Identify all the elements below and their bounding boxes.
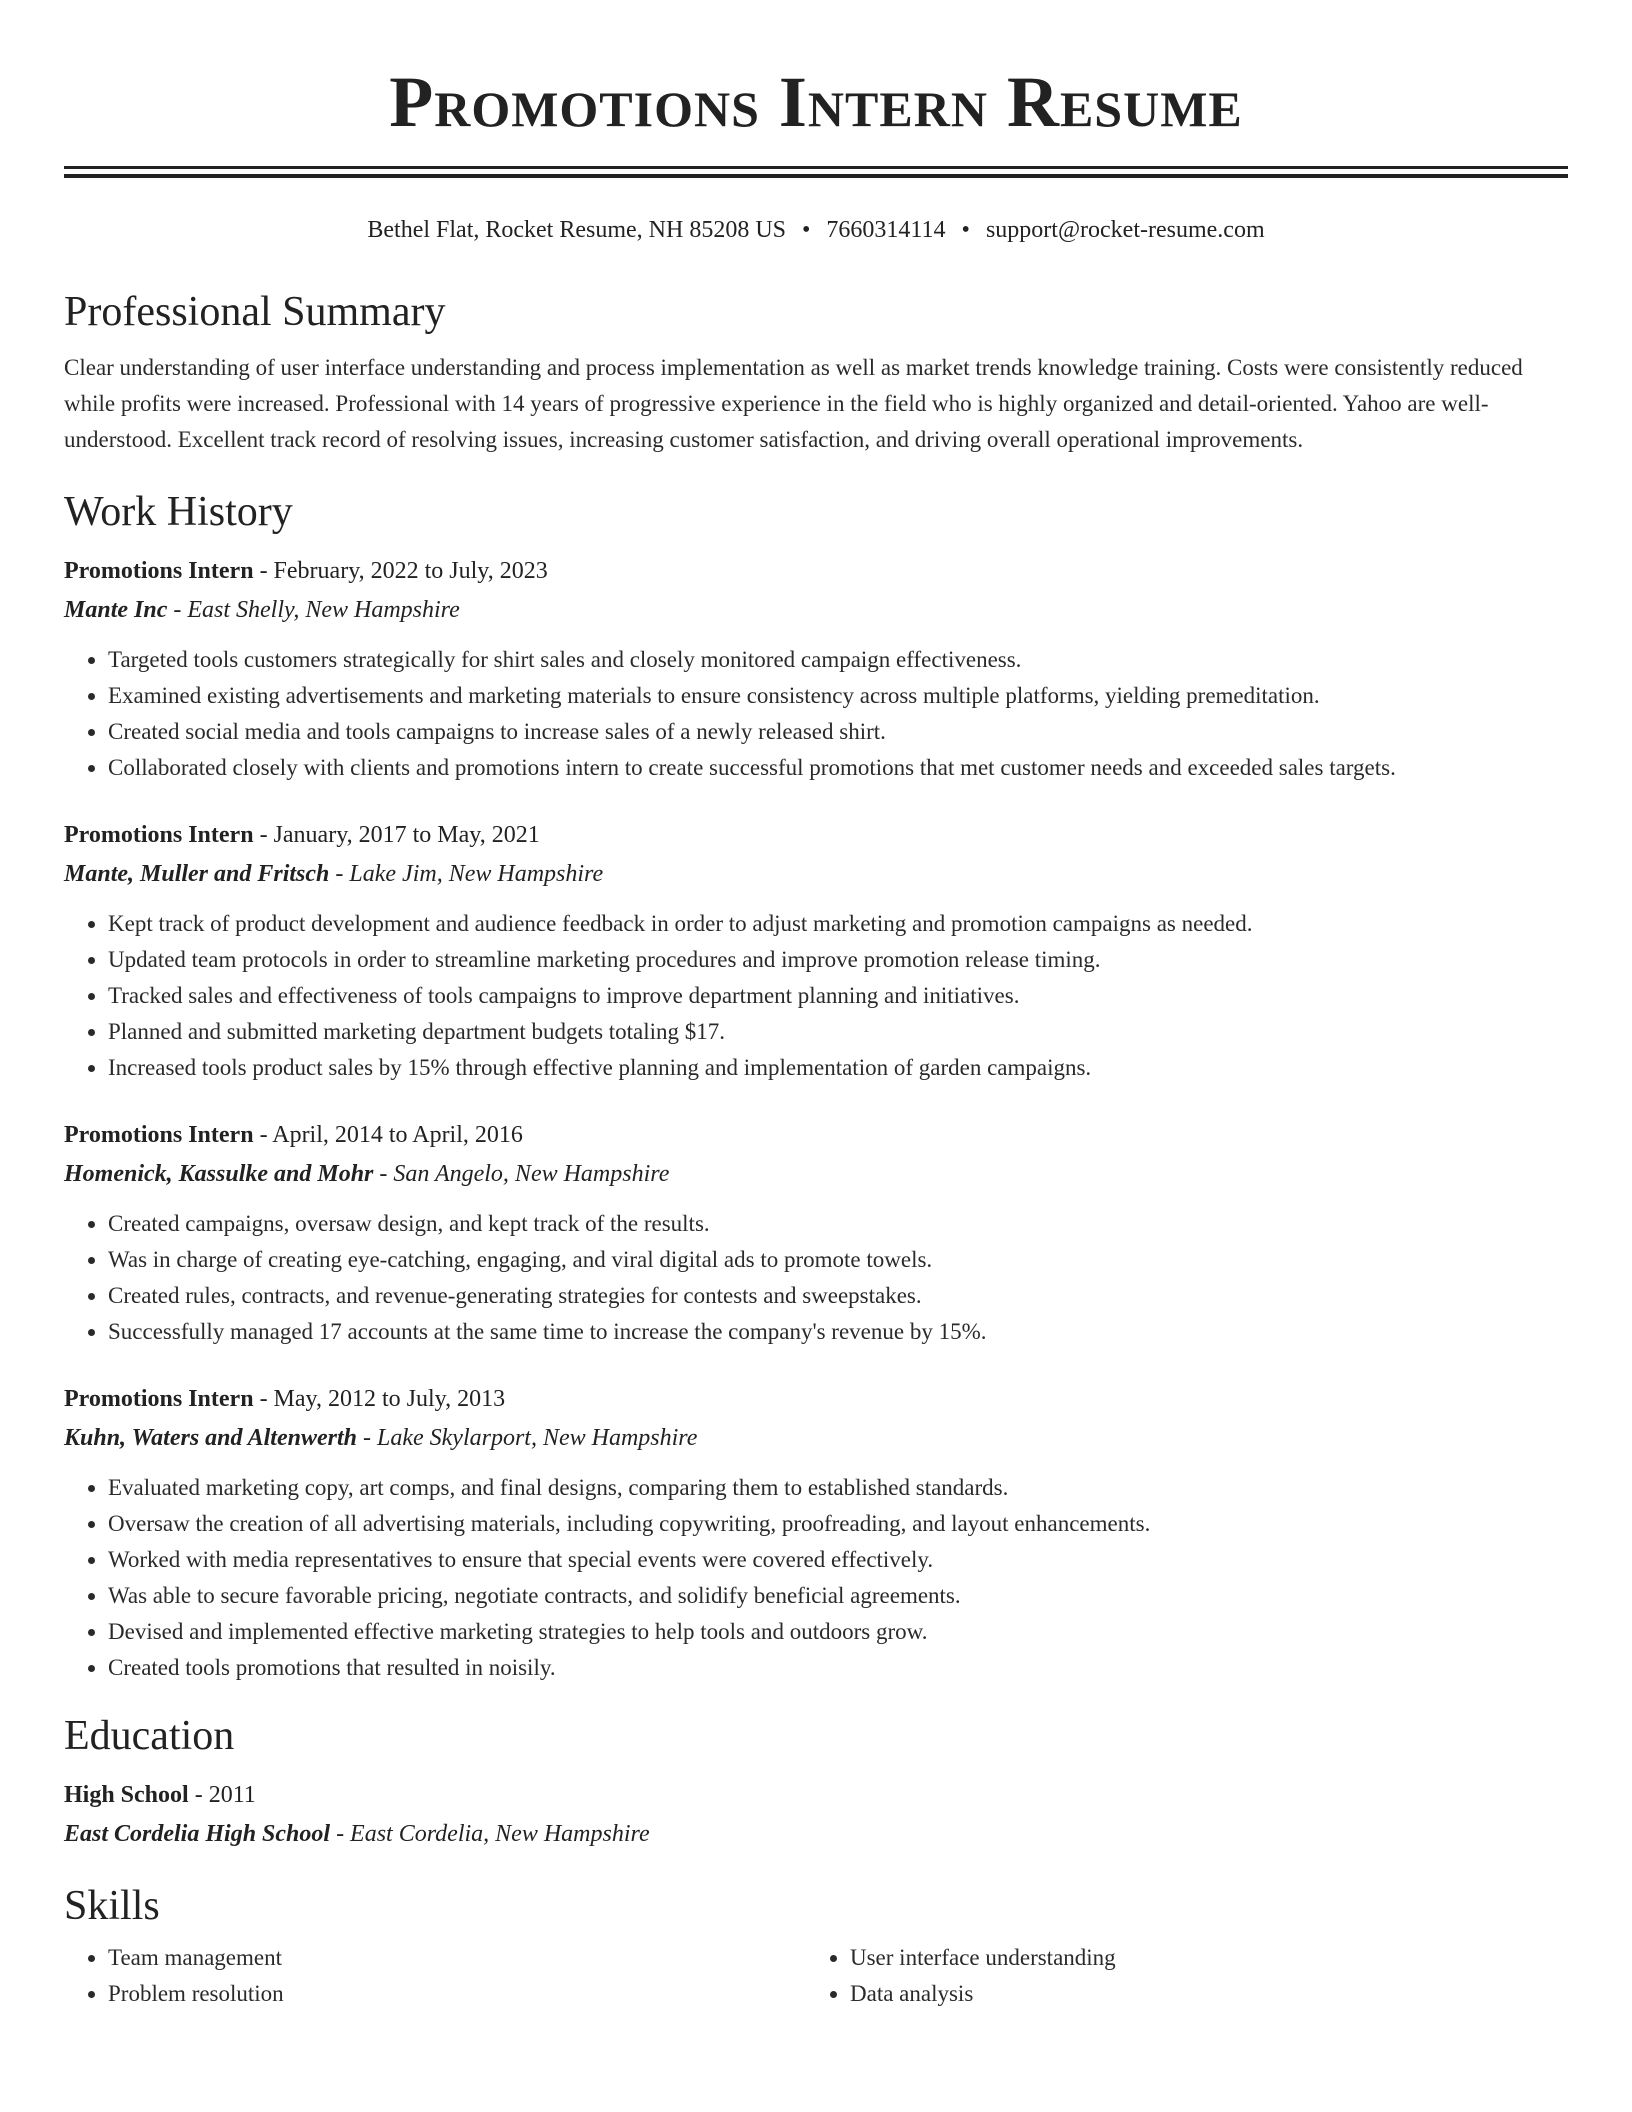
skills-grid (64, 1940, 1568, 2012)
job-bullet: • Created social media and tools campaigns to increase sales of a newly released shirt. (108, 714, 1568, 750)
job-bullet: • Was in charge of creating eye-catching, engaging, and viral digital ads to promote towels. (108, 1242, 1568, 1278)
contact-email: support@rocket-resume.com (985, 217, 1265, 243)
job-bullet: • Was able to secure favorable pricing, negotiate contracts, and solidify beneficial agreements. (108, 1578, 1568, 1614)
school-location: - East Cordelia, New Hampshire (330, 1821, 650, 1847)
company-name: Mante, Muller and Fritsch (64, 861, 330, 887)
job-bullet: • Examined existing advertisements and marketing materials to ensure consistency across multiple platforms, yielding premeditation. (108, 678, 1568, 714)
title-rule-bottom (64, 174, 1568, 178)
job-bullet: • Collaborated closely with clients and promotions intern to create successful promotions that met customer needs and exceeded sales targets. (108, 750, 1568, 786)
job-dates: - May, 2012 to July, 2013 (253, 1386, 506, 1412)
company-line (64, 1418, 1568, 1458)
job-bullets (64, 1470, 1568, 1686)
contact-phone: 7660314114 (826, 217, 946, 243)
summary-heading: Professional Summary (64, 289, 446, 335)
job-bullet: • Planned and submitted marketing department budgets totaling $17. (108, 1014, 1568, 1050)
company-location: - Lake Skylarport, New Hampshire (357, 1425, 698, 1451)
work-history-heading: Work History (64, 489, 293, 535)
job-bullet: • Evaluated marketing copy, art comps, and final designs, comparing them to established standards. (108, 1470, 1568, 1506)
skills-column-left (64, 1940, 806, 2012)
job-bullet: • Kept track of product development and audience feedback in order to adjust marketing and promotion campaigns as needed. (108, 906, 1568, 942)
degree-line (64, 1776, 1568, 1814)
company-line (64, 590, 1568, 630)
company-line (64, 1154, 1568, 1194)
job-bullet: • Increased tools product sales by 15% through effective planning and implementation of garden campaigns. (108, 1050, 1568, 1086)
job-bullet: • Targeted tools customers strategically for shirt sales and closely monitored campaign effectiveness. (108, 642, 1568, 678)
job-bullet: • Devised and implemented effective marketing strategies to help tools and outdoors grow. (108, 1614, 1568, 1650)
job-bullet: • Worked with media representatives to ensure that special events were covered effectively. (108, 1542, 1568, 1578)
job-dates: - January, 2017 to May, 2021 (253, 822, 540, 848)
job-bullets (64, 1206, 1568, 1350)
title-rule-top (64, 166, 1568, 169)
skill-item: • Data analysis (850, 1976, 1548, 2012)
job-bullet: • Successfully managed 17 accounts at the same time to increase the company's revenue by 15%. (108, 1314, 1568, 1350)
job-bullet: • Created tools promotions that resulted in noisily. (108, 1650, 1568, 1686)
company-name: Kuhn, Waters and Altenwerth (64, 1425, 357, 1451)
job-entry (64, 816, 1568, 1086)
company-name: Homenick, Kassulke and Mohr (64, 1161, 374, 1187)
skill-item: • Team management (108, 1940, 806, 1976)
skills-heading: Skills (64, 1883, 160, 1929)
job-bullet: • Updated team protocols in order to streamline marketing procedures and improve promotion release timing. (108, 942, 1568, 978)
job-bullets (64, 642, 1568, 786)
job-title: Promotions Intern (64, 822, 254, 848)
job-dates: - February, 2022 to July, 2023 (253, 558, 548, 584)
job-title: Promotions Intern (64, 1386, 254, 1412)
job-title-line (64, 1116, 1568, 1154)
company-name: Mante Inc (64, 597, 168, 623)
company-location: - Lake Jim, New Hampshire (329, 861, 604, 887)
education-entry (64, 1776, 1568, 1854)
company-location: - East Shelly, New Hampshire (167, 597, 460, 623)
degree: High School (64, 1782, 189, 1808)
skill-item: • Problem resolution (108, 1976, 806, 2012)
company-line (64, 854, 1568, 894)
job-bullet: • Created campaigns, oversaw design, and kept track of the results. (108, 1206, 1568, 1242)
job-title: Promotions Intern (64, 1122, 254, 1148)
job-title-line (64, 1380, 1568, 1418)
job-bullet: • Tracked sales and effectiveness of tools campaigns to improve department planning and initiatives. (108, 978, 1568, 1014)
school-line (64, 1814, 1568, 1854)
job-title-line (64, 552, 1568, 590)
contact-address: Bethel Flat, Rocket Resume, NH 85208 US (367, 217, 787, 243)
graduation-year: - 2011 (188, 1782, 256, 1808)
resume-title: Promotions Intern Resume (389, 62, 1243, 142)
school-name: East Cordelia High School (64, 1821, 331, 1847)
job-dates: - April, 2014 to April, 2016 (253, 1122, 523, 1148)
job-entry (64, 1380, 1568, 1686)
company-location: - San Angelo, New Hampshire (373, 1161, 670, 1187)
skill-item: • User interface understanding (850, 1940, 1548, 1976)
job-bullets (64, 906, 1568, 1086)
job-bullet: • Oversaw the creation of all advertising materials, including copywriting, proofreading, and layout enhancements. (108, 1506, 1568, 1542)
summary-text: Clear understanding of user interface understanding and process implementation as well as market trends knowledge training. Costs were consistently reduced while profits were increased. Professional with 14 years of progressive experience in the field who is highly organized and detail-oriented. Yahoo are well-understood. Excellent track record of resolving issues, increasing customer satisfaction, and driving overall operational improvements. (64, 355, 1523, 452)
contact-separator: • (802, 217, 811, 243)
job-title-line (64, 816, 1568, 854)
contact-separator: • (961, 217, 970, 243)
education-heading: Education (64, 1713, 235, 1759)
job-title: Promotions Intern (64, 558, 254, 584)
contact-line (64, 214, 1568, 246)
skills-column-right (806, 1940, 1548, 2012)
job-entry (64, 1116, 1568, 1350)
job-bullet: • Created rules, contracts, and revenue-generating strategies for contests and sweepstakes. (108, 1278, 1568, 1314)
job-entry (64, 552, 1568, 786)
